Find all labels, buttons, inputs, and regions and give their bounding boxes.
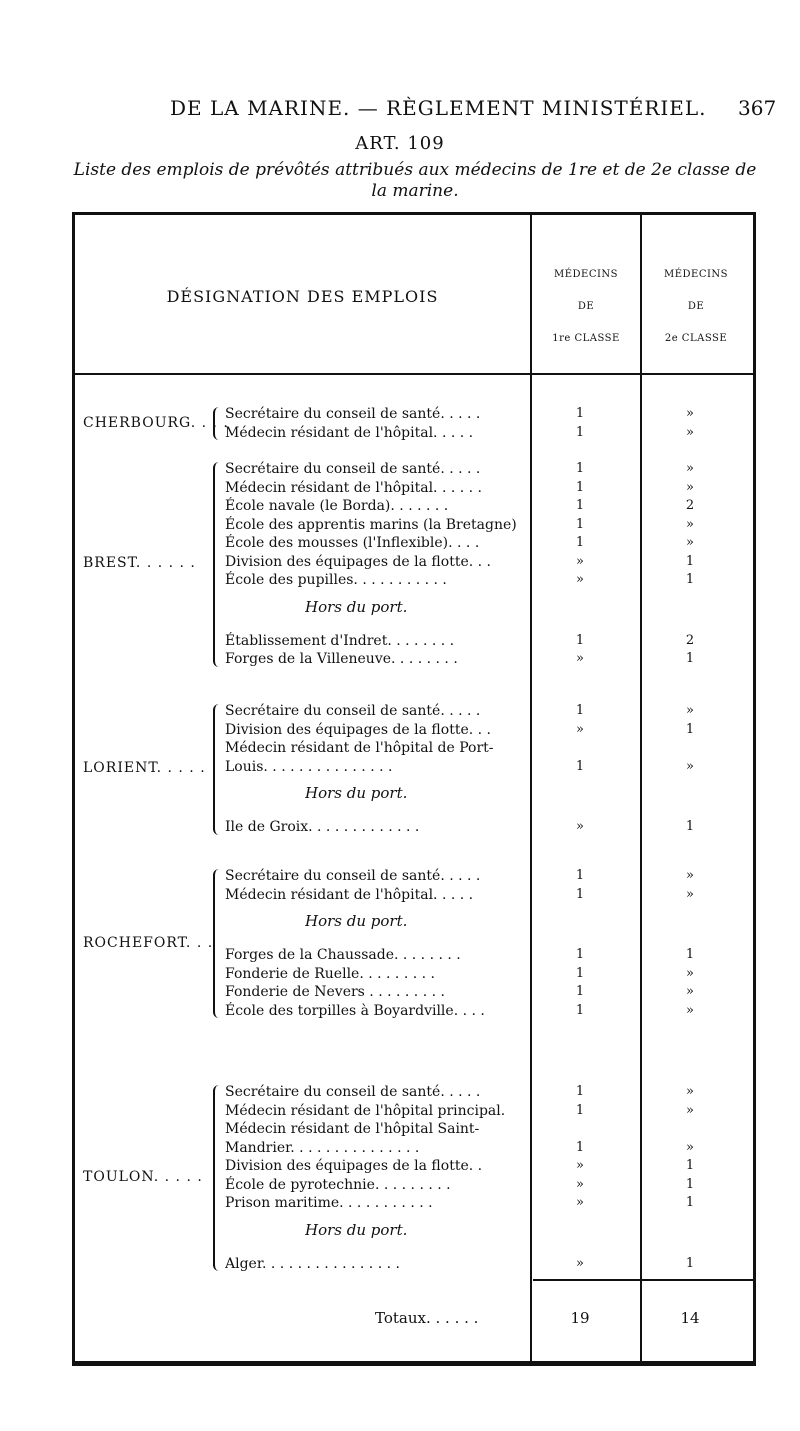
- table-row: [75, 632, 753, 650]
- cell-1re-classe: »: [576, 1195, 584, 1210]
- row-label: Prison maritime. . . . . . . . . . .: [225, 1195, 433, 1211]
- cell-1re-classe: 1: [575, 424, 585, 440]
- row-label: Secrétaire du conseil de santé. . . . .: [225, 406, 481, 422]
- header-divider: [75, 373, 753, 375]
- cell-2e-classe: 1: [685, 819, 695, 834]
- article-number: ART. 109: [355, 133, 445, 154]
- row-label: École des torpilles à Boyardville. . . .: [225, 1002, 485, 1019]
- table-row: [75, 460, 753, 478]
- row-label: Louis. . . . . . . . . . . . . . .: [225, 758, 393, 775]
- cell-1re-classe: 1: [575, 758, 585, 774]
- total-2e-classe: 14: [680, 1309, 700, 1327]
- cell-1re-classe: 1: [575, 703, 585, 718]
- row-label: Fonderie de Nevers . . . . . . . . .: [225, 984, 445, 1000]
- cell-2e-classe: »: [686, 703, 694, 718]
- table-row: [75, 702, 753, 720]
- table-row: [75, 1255, 753, 1273]
- cell-1re-classe: 1: [575, 1139, 585, 1155]
- section-subheading: [75, 598, 753, 616]
- cell-1re-classe: 1: [575, 886, 585, 902]
- cell-2e-classe: 2: [685, 498, 695, 513]
- cell-2e-classe: »: [686, 886, 694, 902]
- cell-1re-classe: »: [576, 553, 584, 569]
- page-number: 367: [738, 96, 777, 120]
- table-row: [75, 886, 753, 904]
- emplois-table: [72, 212, 756, 1366]
- row-label: École des mousses (l'Inflexible). . . .: [225, 535, 480, 551]
- cell-1re-classe: 1: [575, 1002, 585, 1018]
- row-label: École des apprentis marins (la Bretagne): [225, 516, 517, 533]
- row-label: Médecin résidant de l'hôpital. . . . . .: [225, 479, 483, 496]
- table-row: [75, 516, 753, 534]
- table-row: [75, 534, 753, 552]
- cell-2e-classe: »: [686, 424, 694, 440]
- header-medecins-2e-classe: MÉDECINS DE 2e CLASSE: [663, 269, 729, 344]
- section-subheading: [75, 1221, 753, 1239]
- row-label: Forges de la Villeneuve. . . . . . . .: [225, 651, 458, 667]
- cell-2e-classe: 1: [685, 721, 695, 737]
- table-row: [75, 1102, 753, 1120]
- section-subheading: [75, 784, 753, 802]
- cell-2e-classe: 1: [685, 1176, 695, 1192]
- table-caption: Liste des emplois de prévôtés attribués aux médecins de 1re et de 2e classe de la marine.: [73, 160, 757, 201]
- cell-1re-classe: »: [576, 651, 584, 666]
- cell-1re-classe: »: [576, 572, 584, 587]
- table-row: [75, 867, 753, 885]
- row-label: Division des équipages de la flotte. . .: [225, 553, 491, 570]
- row-label: Fonderie de Ruelle. . . . . . . . .: [225, 965, 435, 982]
- cell-2e-classe: 1: [685, 651, 695, 666]
- row-label: Hors du port.: [305, 1220, 408, 1239]
- total-1re-classe: 19: [570, 1309, 590, 1327]
- cell-2e-classe: »: [686, 1084, 694, 1099]
- totals-divider: [533, 1279, 753, 1281]
- cell-1re-classe: 1: [575, 984, 585, 999]
- table-row: [75, 479, 753, 497]
- table-row: [75, 721, 753, 739]
- cell-1re-classe: 1: [575, 1102, 585, 1118]
- table-row: [75, 739, 753, 757]
- city-label: TOULON. . . . .: [83, 1169, 203, 1185]
- cell-1re-classe: 1: [575, 1084, 585, 1099]
- cell-2e-classe: 1: [685, 1195, 695, 1210]
- cell-2e-classe: »: [686, 1139, 694, 1155]
- cell-1re-classe: »: [576, 721, 584, 737]
- city-label: ROCHEFORT. . .: [83, 934, 214, 951]
- cell-2e-classe: »: [686, 965, 694, 981]
- row-label: Mandrier. . . . . . . . . . . . . . .: [225, 1139, 420, 1156]
- row-label: Secrétaire du conseil de santé. . . . .: [225, 868, 481, 884]
- row-label: Ile de Groix. . . . . . . . . . . . .: [225, 819, 420, 835]
- table-row: [75, 1002, 753, 1020]
- table-row: [75, 571, 753, 589]
- table-row: [75, 1139, 753, 1157]
- row-label: École de pyrotechnie. . . . . . . . .: [225, 1176, 451, 1193]
- group-brace: [213, 407, 225, 440]
- cell-1re-classe: 1: [575, 868, 585, 883]
- row-label: Médecin résidant de l'hôpital. . . . .: [225, 424, 474, 441]
- cell-2e-classe: »: [686, 535, 694, 550]
- cell-1re-classe: 1: [575, 461, 585, 476]
- table-row: [75, 1083, 753, 1101]
- group-brace: [213, 869, 225, 1018]
- table-row: [75, 1120, 753, 1138]
- cell-1re-classe: 1: [575, 406, 585, 421]
- cell-1re-classe: 1: [575, 498, 585, 513]
- cell-2e-classe: 2: [685, 632, 695, 648]
- table-row: [75, 650, 753, 668]
- row-label: Médecin résidant de l'hôpital principal.: [225, 1102, 506, 1119]
- cell-2e-classe: »: [686, 868, 694, 883]
- cell-2e-classe: 1: [685, 947, 695, 962]
- row-label: Médecin résidant de l'hôpital de Port-: [225, 740, 494, 756]
- city-label: BREST. . . . . .: [83, 555, 196, 572]
- cell-2e-classe: 1: [685, 553, 695, 569]
- table-row: [75, 965, 753, 983]
- row-label: École des pupilles. . . . . . . . . . .: [225, 572, 447, 588]
- page-header: [0, 96, 800, 126]
- city-label: LORIENT. . . . .: [83, 760, 206, 777]
- row-label: Division des équipages de la flotte. . .: [225, 721, 491, 738]
- cell-1re-classe: »: [576, 819, 584, 834]
- row-label: Division des équipages de la flotte. .: [225, 1158, 483, 1174]
- row-label: Hors du port.: [305, 597, 408, 616]
- cell-2e-classe: »: [686, 461, 694, 476]
- cell-1re-classe: »: [576, 1255, 584, 1271]
- cell-1re-classe: »: [576, 1158, 584, 1173]
- cell-1re-classe: »: [576, 1176, 584, 1192]
- city-label: CHERBOURG. . . .: [83, 414, 229, 431]
- cell-2e-classe: »: [686, 758, 694, 774]
- cell-2e-classe: 1: [685, 572, 695, 587]
- group-brace: [213, 1085, 225, 1271]
- row-label: Médecin résidant de l'hôpital. . . . .: [225, 886, 474, 903]
- running-title: DE LA MARINE. — RÈGLEMENT MINISTÉRIEL.: [170, 96, 707, 120]
- cell-2e-classe: »: [686, 479, 694, 495]
- table-row: [75, 818, 753, 836]
- group-brace: [213, 704, 225, 835]
- cell-2e-classe: »: [686, 1102, 694, 1118]
- header-designation: DÉSIGNATION DES EMPLOIS: [166, 287, 439, 306]
- cell-1re-classe: 1: [575, 947, 585, 962]
- row-label: Secrétaire du conseil de santé. . . . .: [225, 703, 481, 719]
- totals-label: Totaux. . . . . .: [375, 1309, 479, 1327]
- row-label: Alger. . . . . . . . . . . . . . . .: [225, 1255, 400, 1272]
- cell-1re-classe: 1: [575, 965, 585, 981]
- cell-2e-classe: 1: [685, 1158, 695, 1173]
- header-medecins-1re-classe: MÉDECINS DE 1re CLASSE: [552, 269, 620, 344]
- cell-2e-classe: »: [686, 406, 694, 421]
- cell-2e-classe: 1: [685, 1255, 695, 1271]
- row-label: Secrétaire du conseil de santé. . . . .: [225, 461, 481, 477]
- table-row: [75, 1194, 753, 1212]
- row-label: Secrétaire du conseil de santé. . . . .: [225, 1084, 481, 1100]
- cell-2e-classe: »: [686, 984, 694, 999]
- cell-2e-classe: »: [686, 516, 694, 532]
- cell-1re-classe: 1: [575, 516, 585, 532]
- group-brace: [213, 462, 225, 667]
- row-label: Médecin résidant de l'hôpital Saint-: [225, 1121, 480, 1137]
- row-label: Hors du port.: [305, 912, 408, 930]
- row-label: Forges de la Chaussade. . . . . . . .: [225, 947, 461, 963]
- table-row: [75, 497, 753, 515]
- section-subheading: [75, 912, 753, 930]
- cell-2e-classe: »: [686, 1002, 694, 1018]
- table-row: [75, 983, 753, 1001]
- cell-1re-classe: 1: [575, 479, 585, 495]
- row-label: Établissement d'Indret. . . . . . . .: [225, 632, 455, 649]
- row-label: École navale (le Borda). . . . . . .: [225, 498, 449, 514]
- cell-1re-classe: 1: [575, 632, 585, 648]
- cell-1re-classe: 1: [575, 535, 585, 550]
- row-label: Hors du port.: [305, 784, 408, 802]
